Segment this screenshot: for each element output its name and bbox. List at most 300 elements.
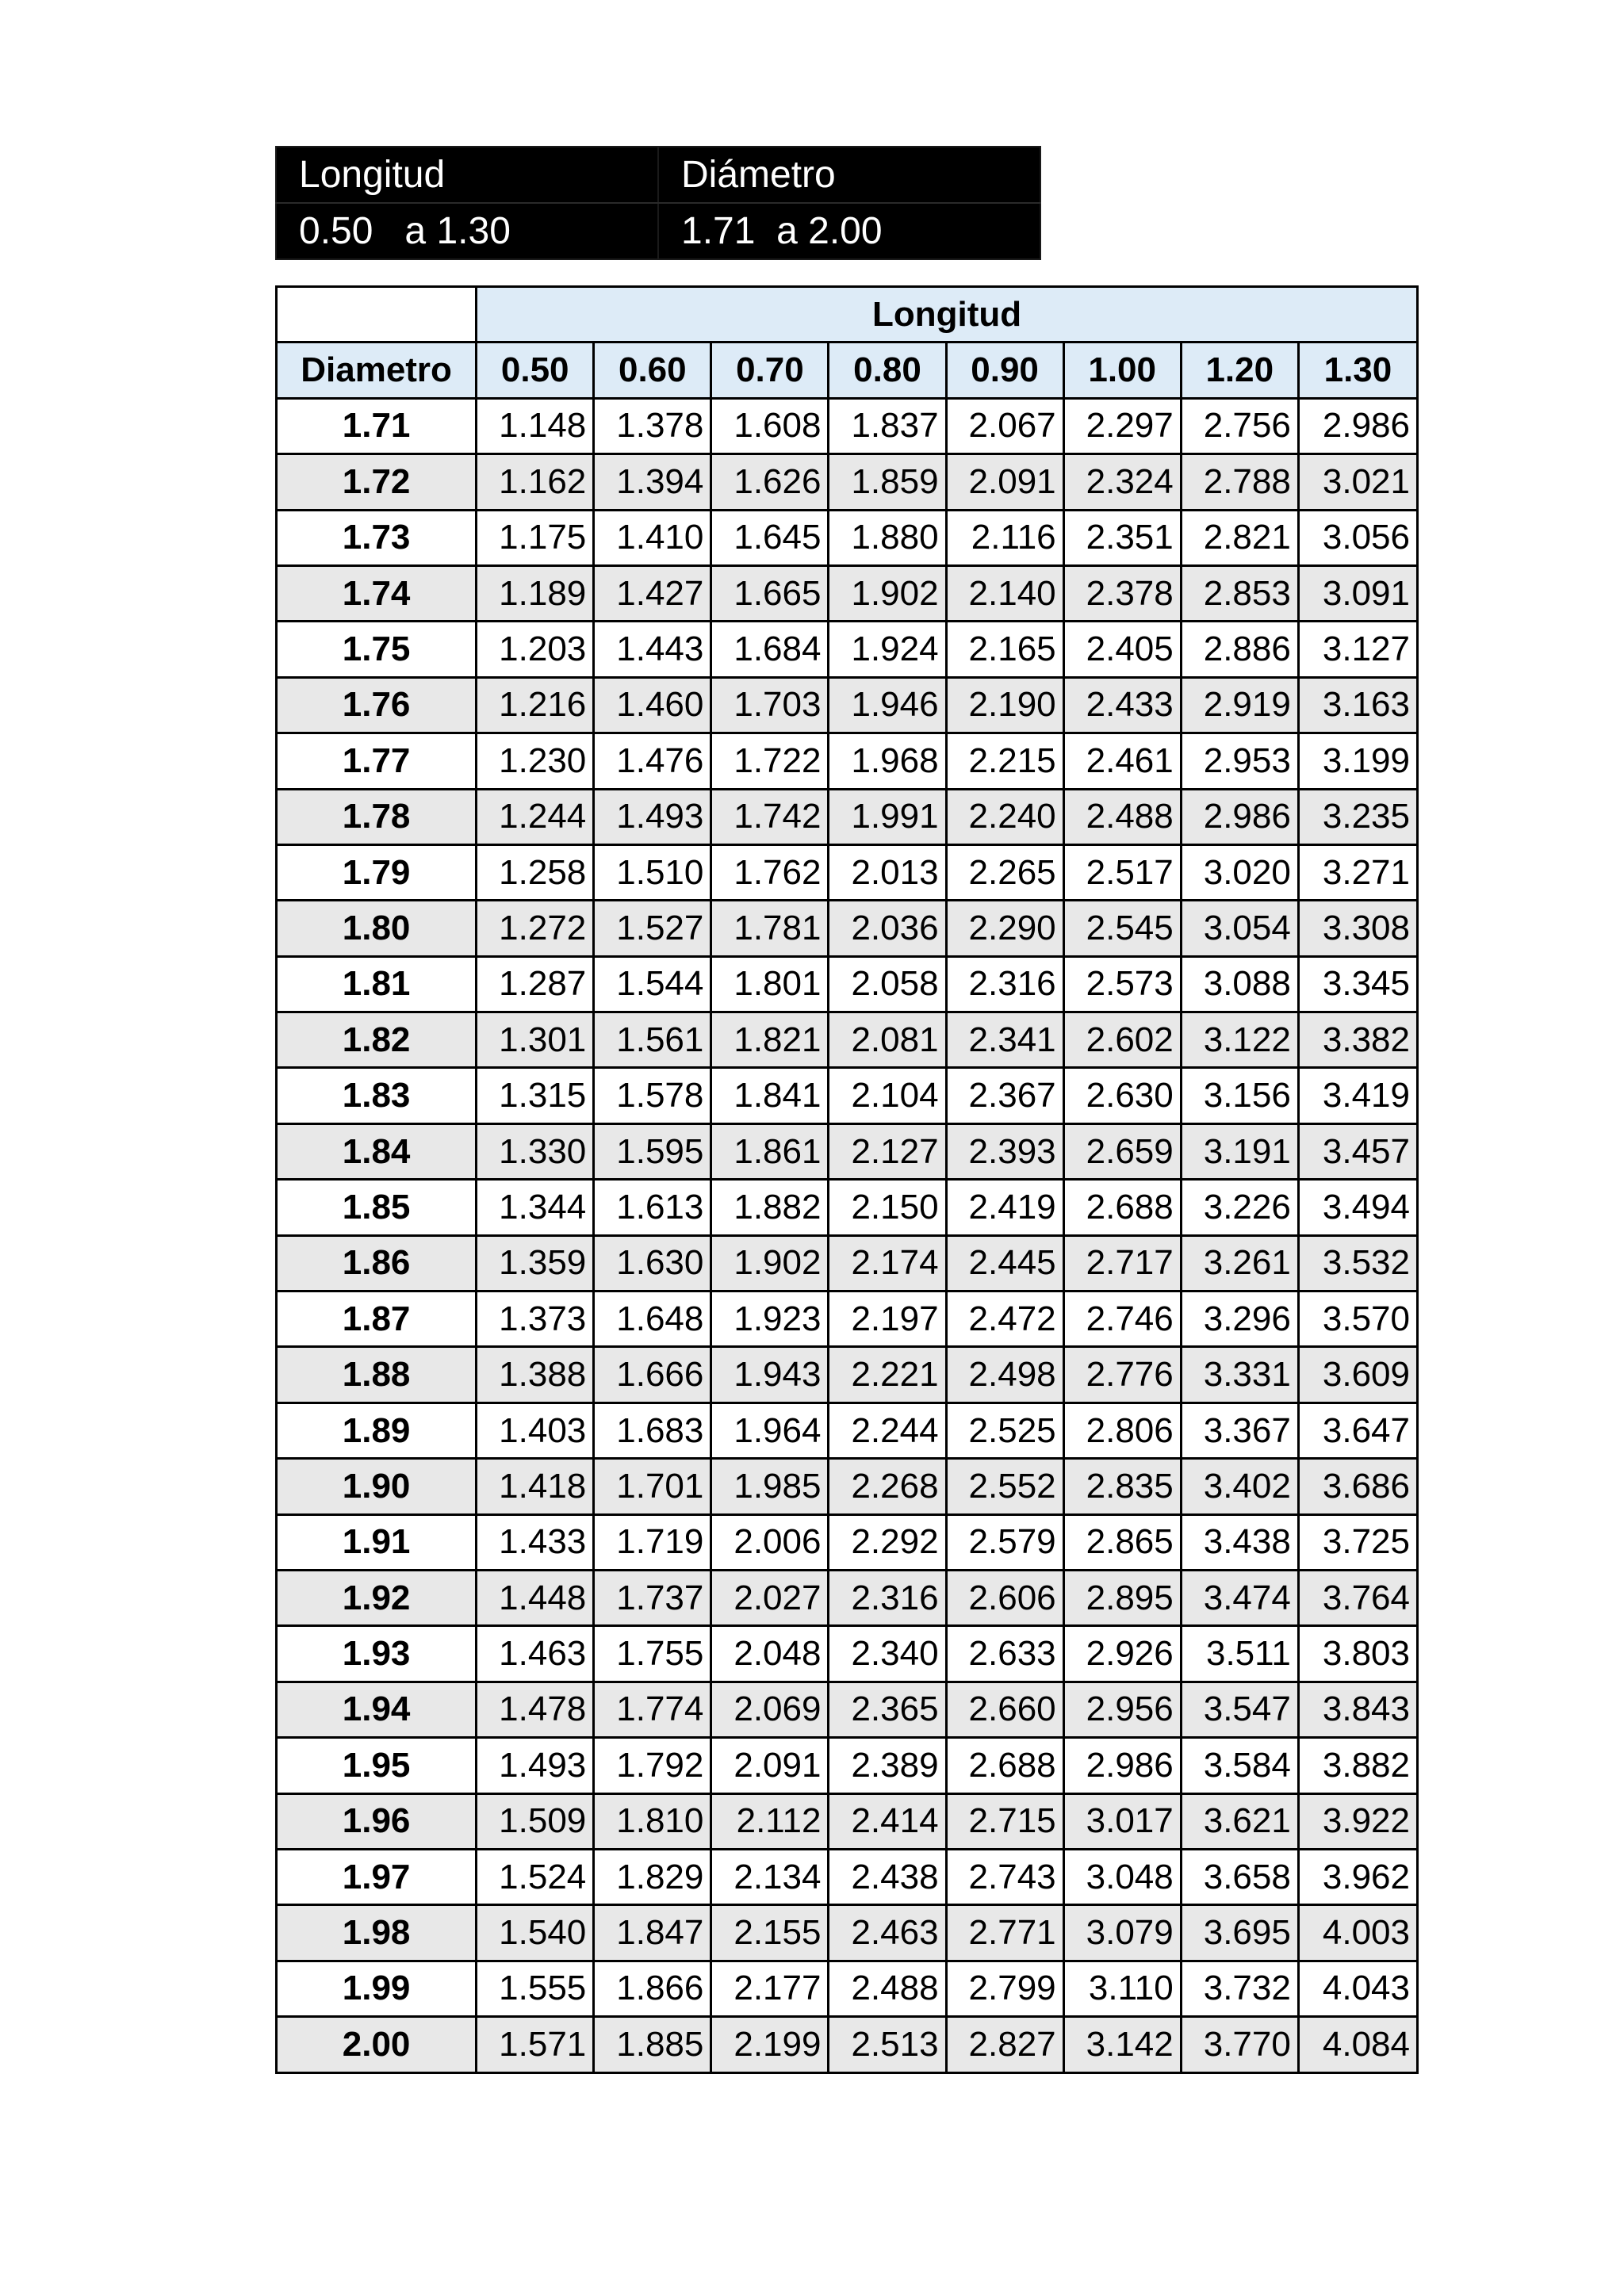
table-cell: 2.324 [1063, 454, 1181, 510]
row-diameter-label: 1.93 [277, 1626, 477, 1682]
row-diameter-label: 1.81 [277, 956, 477, 1012]
table-cell: 3.732 [1181, 1961, 1298, 2016]
table-cell: 1.722 [711, 733, 829, 789]
table-cell: 1.544 [594, 956, 711, 1012]
row-diameter-label: 1.71 [277, 398, 477, 453]
table-cell: 3.457 [1298, 1123, 1417, 1179]
table-cell: 2.746 [1063, 1292, 1181, 1347]
table-cell: 1.272 [477, 901, 594, 956]
table-cell: 1.493 [477, 1738, 594, 1793]
table-cell: 2.027 [711, 1570, 829, 1625]
row-diameter-label: 1.97 [277, 1849, 477, 1904]
row-diameter-label: 1.94 [277, 1682, 477, 1737]
table-cell: 2.091 [946, 454, 1063, 510]
table-row [277, 1514, 1418, 1570]
table-cell: 2.091 [711, 1738, 829, 1793]
table-cell: 2.134 [711, 1849, 829, 1904]
table-cell: 3.658 [1181, 1849, 1298, 1904]
table-cell: 1.964 [711, 1402, 829, 1458]
table-cell: 2.215 [946, 733, 1063, 789]
table-cell: 1.902 [711, 1235, 829, 1291]
table-cell: 3.570 [1298, 1292, 1417, 1347]
table-row [277, 1235, 1418, 1291]
table-cell: 2.886 [1181, 622, 1298, 677]
table-cell: 3.191 [1181, 1123, 1298, 1179]
table-cell: 1.683 [594, 1402, 711, 1458]
table-cell: 2.174 [829, 1235, 946, 1291]
table-cell: 2.081 [829, 1012, 946, 1068]
table-cell: 1.626 [711, 454, 829, 510]
table-cell: 1.175 [477, 510, 594, 565]
table-cell: 2.806 [1063, 1402, 1181, 1458]
table-row [277, 1682, 1418, 1737]
table-cell: 1.403 [477, 1402, 594, 1458]
table-cell: 2.788 [1181, 454, 1298, 510]
table-cell: 1.666 [594, 1347, 711, 1402]
table-cell: 1.946 [829, 677, 946, 733]
table-cell: 2.244 [829, 1402, 946, 1458]
table-cell: 3.584 [1181, 1738, 1298, 1793]
table-cell: 2.953 [1181, 733, 1298, 789]
row-diameter-label: 2.00 [277, 2017, 477, 2072]
table-cell: 1.847 [594, 1905, 711, 1961]
table-cell: 2.297 [1063, 398, 1181, 453]
table-cell: 2.365 [829, 1682, 946, 1737]
table-cell: 1.882 [711, 1180, 829, 1235]
table-column-header: 1.00 [1063, 342, 1181, 398]
table-cell: 3.609 [1298, 1347, 1417, 1402]
table-row [277, 398, 1418, 453]
table-column-header: 0.60 [594, 342, 711, 398]
table-cell: 2.177 [711, 1961, 829, 2016]
table-cell: 3.110 [1063, 1961, 1181, 2016]
table-cell: 2.058 [829, 956, 946, 1012]
table-cell: 3.091 [1298, 565, 1417, 621]
table-cell: 2.956 [1063, 1682, 1181, 1737]
table-cell: 1.244 [477, 789, 594, 844]
table-cell: 1.359 [477, 1235, 594, 1291]
range-header [275, 146, 1041, 260]
table-cell: 2.340 [829, 1626, 946, 1682]
table-cell: 3.261 [1181, 1235, 1298, 1291]
table-cell: 3.331 [1181, 1347, 1298, 1402]
table-cell: 1.645 [711, 510, 829, 565]
table-cell: 3.156 [1181, 1068, 1298, 1123]
table-cell: 1.985 [711, 1459, 829, 1514]
table-cell: 3.054 [1181, 901, 1298, 956]
table-cell: 2.630 [1063, 1068, 1181, 1123]
table-cell: 2.150 [829, 1180, 946, 1235]
table-cell: 1.373 [477, 1292, 594, 1347]
row-diameter-label: 1.77 [277, 733, 477, 789]
table-cell: 1.924 [829, 622, 946, 677]
table-cell: 3.021 [1298, 454, 1417, 510]
table-cell: 2.419 [946, 1180, 1063, 1235]
table-cell: 3.438 [1181, 1514, 1298, 1570]
table-corner-label: Diametro [277, 342, 477, 398]
table-cell: 2.036 [829, 901, 946, 956]
volume-table [275, 285, 1419, 2074]
table-cell: 2.367 [946, 1068, 1063, 1123]
table-cell: 2.660 [946, 1682, 1063, 1737]
table-cell: 1.774 [594, 1682, 711, 1737]
table-cell: 2.190 [946, 677, 1063, 733]
table-cell: 3.079 [1063, 1905, 1181, 1961]
row-diameter-label: 1.84 [277, 1123, 477, 1179]
table-cell: 1.810 [594, 1793, 711, 1849]
table-row [277, 565, 1418, 621]
table-cell: 1.859 [829, 454, 946, 510]
table-cell: 2.140 [946, 565, 1063, 621]
table-cell: 3.803 [1298, 1626, 1417, 1682]
table-cell: 2.378 [1063, 565, 1181, 621]
table-cell: 2.006 [711, 1514, 829, 1570]
table-cell: 3.308 [1298, 901, 1417, 956]
table-cell: 2.513 [829, 2017, 946, 2072]
table-cell: 2.199 [711, 2017, 829, 2072]
table-cell: 2.067 [946, 398, 1063, 453]
table-cell: 3.725 [1298, 1514, 1417, 1570]
table-cell: 2.776 [1063, 1347, 1181, 1402]
table-cell: 3.088 [1181, 956, 1298, 1012]
table-row [277, 1180, 1418, 1235]
table-cell: 3.402 [1181, 1459, 1298, 1514]
table-cell: 2.579 [946, 1514, 1063, 1570]
table-row [277, 1793, 1418, 1849]
table-cell: 2.013 [829, 844, 946, 900]
table-cell: 1.841 [711, 1068, 829, 1123]
table-cell: 1.216 [477, 677, 594, 733]
table-row [277, 1626, 1418, 1682]
range-header-diametro-label: Diámetro [658, 147, 1040, 203]
table-cell: 3.843 [1298, 1682, 1417, 1737]
table-cell: 2.069 [711, 1682, 829, 1737]
range-header-longitud-label: Longitud [276, 147, 658, 203]
table-row [277, 1068, 1418, 1123]
table-corner-blank [277, 287, 477, 342]
table-group-label: Longitud [477, 287, 1418, 342]
table-cell: 1.578 [594, 1068, 711, 1123]
table-cell: 2.756 [1181, 398, 1298, 453]
table-cell: 1.608 [711, 398, 829, 453]
table-cell: 2.290 [946, 901, 1063, 956]
table-cell: 2.517 [1063, 844, 1181, 900]
table-row [277, 844, 1418, 900]
row-diameter-label: 1.74 [277, 565, 477, 621]
table-cell: 1.821 [711, 1012, 829, 1068]
table-cell: 1.571 [477, 2017, 594, 2072]
table-cell: 3.494 [1298, 1180, 1417, 1235]
row-diameter-label: 1.88 [277, 1347, 477, 1402]
table-cell: 3.296 [1181, 1292, 1298, 1347]
table-cell: 2.865 [1063, 1514, 1181, 1570]
table-cell: 1.162 [477, 454, 594, 510]
table-cell: 2.606 [946, 1570, 1063, 1625]
table-cell: 2.743 [946, 1849, 1063, 1904]
table-column-header: 0.70 [711, 342, 829, 398]
table-group-header-row [277, 287, 1418, 342]
table-row [277, 733, 1418, 789]
table-cell: 1.540 [477, 1905, 594, 1961]
table-cell: 1.648 [594, 1292, 711, 1347]
table-cell: 2.127 [829, 1123, 946, 1179]
table-cell: 1.902 [829, 565, 946, 621]
table-cell: 1.394 [594, 454, 711, 510]
table-cell: 2.821 [1181, 510, 1298, 565]
table-cell: 1.968 [829, 733, 946, 789]
table-cell: 2.488 [1063, 789, 1181, 844]
row-diameter-label: 1.85 [277, 1180, 477, 1235]
table-cell: 2.461 [1063, 733, 1181, 789]
table-cell: 3.621 [1181, 1793, 1298, 1849]
table-row [277, 1292, 1418, 1347]
table-cell: 2.715 [946, 1793, 1063, 1849]
table-cell: 2.341 [946, 1012, 1063, 1068]
table-row [277, 1347, 1418, 1402]
table-cell: 1.410 [594, 510, 711, 565]
table-cell: 2.552 [946, 1459, 1063, 1514]
table-cell: 1.315 [477, 1068, 594, 1123]
table-cell: 3.695 [1181, 1905, 1298, 1961]
row-diameter-label: 1.83 [277, 1068, 477, 1123]
table-cell: 1.880 [829, 510, 946, 565]
table-cell: 2.895 [1063, 1570, 1181, 1625]
table-cell: 2.393 [946, 1123, 1063, 1179]
table-cell: 2.688 [946, 1738, 1063, 1793]
table-cell: 3.122 [1181, 1012, 1298, 1068]
table-cell: 2.445 [946, 1235, 1063, 1291]
table-cell: 3.532 [1298, 1235, 1417, 1291]
table-cell: 1.378 [594, 398, 711, 453]
table-cell: 3.764 [1298, 1570, 1417, 1625]
table-cell: 1.861 [711, 1123, 829, 1179]
table-cell: 1.991 [829, 789, 946, 844]
table-cell: 4.084 [1298, 2017, 1417, 2072]
table-cell: 2.405 [1063, 622, 1181, 677]
table-cell: 1.509 [477, 1793, 594, 1849]
table-cell: 2.265 [946, 844, 1063, 900]
table-cell: 1.555 [477, 1961, 594, 2016]
table-cell: 1.448 [477, 1570, 594, 1625]
table-row [277, 1849, 1418, 1904]
table-cell: 2.433 [1063, 677, 1181, 733]
table-cell: 3.345 [1298, 956, 1417, 1012]
table-cell: 2.573 [1063, 956, 1181, 1012]
row-diameter-label: 1.78 [277, 789, 477, 844]
table-cell: 1.792 [594, 1738, 711, 1793]
table-cell: 2.268 [829, 1459, 946, 1514]
table-cell: 2.463 [829, 1905, 946, 1961]
row-diameter-label: 1.90 [277, 1459, 477, 1514]
table-cell: 1.755 [594, 1626, 711, 1682]
table-cell: 2.048 [711, 1626, 829, 1682]
table-cell: 3.547 [1181, 1682, 1298, 1737]
row-diameter-label: 1.76 [277, 677, 477, 733]
table-cell: 1.630 [594, 1235, 711, 1291]
row-diameter-label: 1.80 [277, 901, 477, 956]
table-cell: 4.003 [1298, 1905, 1417, 1961]
table-cell: 3.017 [1063, 1793, 1181, 1849]
table-column-header-row [277, 342, 1418, 398]
table-cell: 2.155 [711, 1905, 829, 1961]
table-cell: 1.148 [477, 398, 594, 453]
table-cell: 2.316 [829, 1570, 946, 1625]
table-cell: 3.199 [1298, 733, 1417, 789]
table-cell: 1.418 [477, 1459, 594, 1514]
table-cell: 2.919 [1181, 677, 1298, 733]
table-cell: 1.527 [594, 901, 711, 956]
table-column-header: 0.90 [946, 342, 1063, 398]
table-cell: 2.197 [829, 1292, 946, 1347]
table-cell: 1.719 [594, 1514, 711, 1570]
table-row [277, 1012, 1418, 1068]
table-cell: 3.056 [1298, 510, 1417, 565]
table-cell: 1.493 [594, 789, 711, 844]
table-cell: 1.829 [594, 1849, 711, 1904]
row-diameter-label: 1.73 [277, 510, 477, 565]
table-column-header: 0.50 [477, 342, 594, 398]
table-cell: 2.389 [829, 1738, 946, 1793]
table-cell: 1.684 [711, 622, 829, 677]
table-cell: 1.388 [477, 1347, 594, 1402]
table-cell: 3.226 [1181, 1180, 1298, 1235]
table-cell: 3.163 [1298, 677, 1417, 733]
row-diameter-label: 1.72 [277, 454, 477, 510]
row-diameter-label: 1.98 [277, 1905, 477, 1961]
table-cell: 2.104 [829, 1068, 946, 1123]
table-cell: 2.853 [1181, 565, 1298, 621]
table-row [277, 1961, 1418, 2016]
table-cell: 1.330 [477, 1123, 594, 1179]
table-cell: 2.986 [1181, 789, 1298, 844]
table-cell: 2.488 [829, 1961, 946, 2016]
table-cell: 3.382 [1298, 1012, 1417, 1068]
table-cell: 3.882 [1298, 1738, 1417, 1793]
table-cell: 3.048 [1063, 1849, 1181, 1904]
table-row [277, 1123, 1418, 1179]
table-cell: 3.686 [1298, 1459, 1417, 1514]
row-diameter-label: 1.92 [277, 1570, 477, 1625]
table-cell: 2.498 [946, 1347, 1063, 1402]
table-cell: 2.240 [946, 789, 1063, 844]
range-header-longitud-range: 0.50 a 1.30 [276, 203, 658, 259]
table-cell: 1.230 [477, 733, 594, 789]
table-cell: 4.043 [1298, 1961, 1417, 2016]
table-row [277, 901, 1418, 956]
table-cell: 1.203 [477, 622, 594, 677]
table-cell: 2.717 [1063, 1235, 1181, 1291]
table-row [277, 510, 1418, 565]
table-row [277, 789, 1418, 844]
row-diameter-label: 1.95 [277, 1738, 477, 1793]
table-row [277, 1738, 1418, 1793]
table-cell: 2.292 [829, 1514, 946, 1570]
table-cell: 2.602 [1063, 1012, 1181, 1068]
table-cell: 3.419 [1298, 1068, 1417, 1123]
range-header-values [276, 203, 1040, 259]
table-cell: 1.742 [711, 789, 829, 844]
table-cell: 3.770 [1181, 2017, 1298, 2072]
table-cell: 3.367 [1181, 1402, 1298, 1458]
table-cell: 2.221 [829, 1347, 946, 1402]
table-cell: 3.142 [1063, 2017, 1181, 2072]
row-diameter-label: 1.99 [277, 1961, 477, 2016]
table-cell: 1.510 [594, 844, 711, 900]
table-cell: 2.827 [946, 2017, 1063, 2072]
table-cell: 2.438 [829, 1849, 946, 1904]
table-cell: 1.943 [711, 1347, 829, 1402]
table-cell: 3.647 [1298, 1402, 1417, 1458]
row-diameter-label: 1.75 [277, 622, 477, 677]
table-cell: 1.443 [594, 622, 711, 677]
table-cell: 1.478 [477, 1682, 594, 1737]
row-diameter-label: 1.86 [277, 1235, 477, 1291]
row-diameter-label: 1.82 [277, 1012, 477, 1068]
table-cell: 1.923 [711, 1292, 829, 1347]
table-cell: 2.986 [1298, 398, 1417, 453]
table-cell: 2.116 [946, 510, 1063, 565]
table-cell: 2.316 [946, 956, 1063, 1012]
table-cell: 2.986 [1063, 1738, 1181, 1793]
table-cell: 2.799 [946, 1961, 1063, 2016]
table-cell: 1.737 [594, 1570, 711, 1625]
table-cell: 3.922 [1298, 1793, 1417, 1849]
row-diameter-label: 1.89 [277, 1402, 477, 1458]
table-row [277, 956, 1418, 1012]
table-cell: 1.301 [477, 1012, 594, 1068]
table-cell: 1.595 [594, 1123, 711, 1179]
table-cell: 2.351 [1063, 510, 1181, 565]
table-cell: 1.476 [594, 733, 711, 789]
table-cell: 3.962 [1298, 1849, 1417, 1904]
table-cell: 1.524 [477, 1849, 594, 1904]
table-row [277, 622, 1418, 677]
table-cell: 1.837 [829, 398, 946, 453]
table-row [277, 677, 1418, 733]
table-cell: 1.801 [711, 956, 829, 1012]
table-column-header: 0.80 [829, 342, 946, 398]
table-cell: 1.781 [711, 901, 829, 956]
table-cell: 2.472 [946, 1292, 1063, 1347]
table-cell: 2.926 [1063, 1626, 1181, 1682]
table-cell: 1.344 [477, 1180, 594, 1235]
table-cell: 1.885 [594, 2017, 711, 2072]
table-cell: 2.659 [1063, 1123, 1181, 1179]
table-cell: 3.511 [1181, 1626, 1298, 1682]
table-cell: 1.665 [711, 565, 829, 621]
table-cell: 2.414 [829, 1793, 946, 1849]
table-cell: 2.688 [1063, 1180, 1181, 1235]
range-header-labels [276, 147, 1040, 203]
table-body [277, 398, 1418, 2072]
table-cell: 3.127 [1298, 622, 1417, 677]
table-cell: 1.561 [594, 1012, 711, 1068]
table-cell: 1.287 [477, 956, 594, 1012]
table-row [277, 454, 1418, 510]
table-cell: 1.703 [711, 677, 829, 733]
table-cell: 2.525 [946, 1402, 1063, 1458]
row-diameter-label: 1.87 [277, 1292, 477, 1347]
table-cell: 1.613 [594, 1180, 711, 1235]
row-diameter-label: 1.79 [277, 844, 477, 900]
table-cell: 1.258 [477, 844, 594, 900]
table-cell: 2.835 [1063, 1459, 1181, 1514]
table-row [277, 2017, 1418, 2072]
table-cell: 2.545 [1063, 901, 1181, 956]
table-cell: 1.189 [477, 565, 594, 621]
table-cell: 1.762 [711, 844, 829, 900]
table-row [277, 1905, 1418, 1961]
